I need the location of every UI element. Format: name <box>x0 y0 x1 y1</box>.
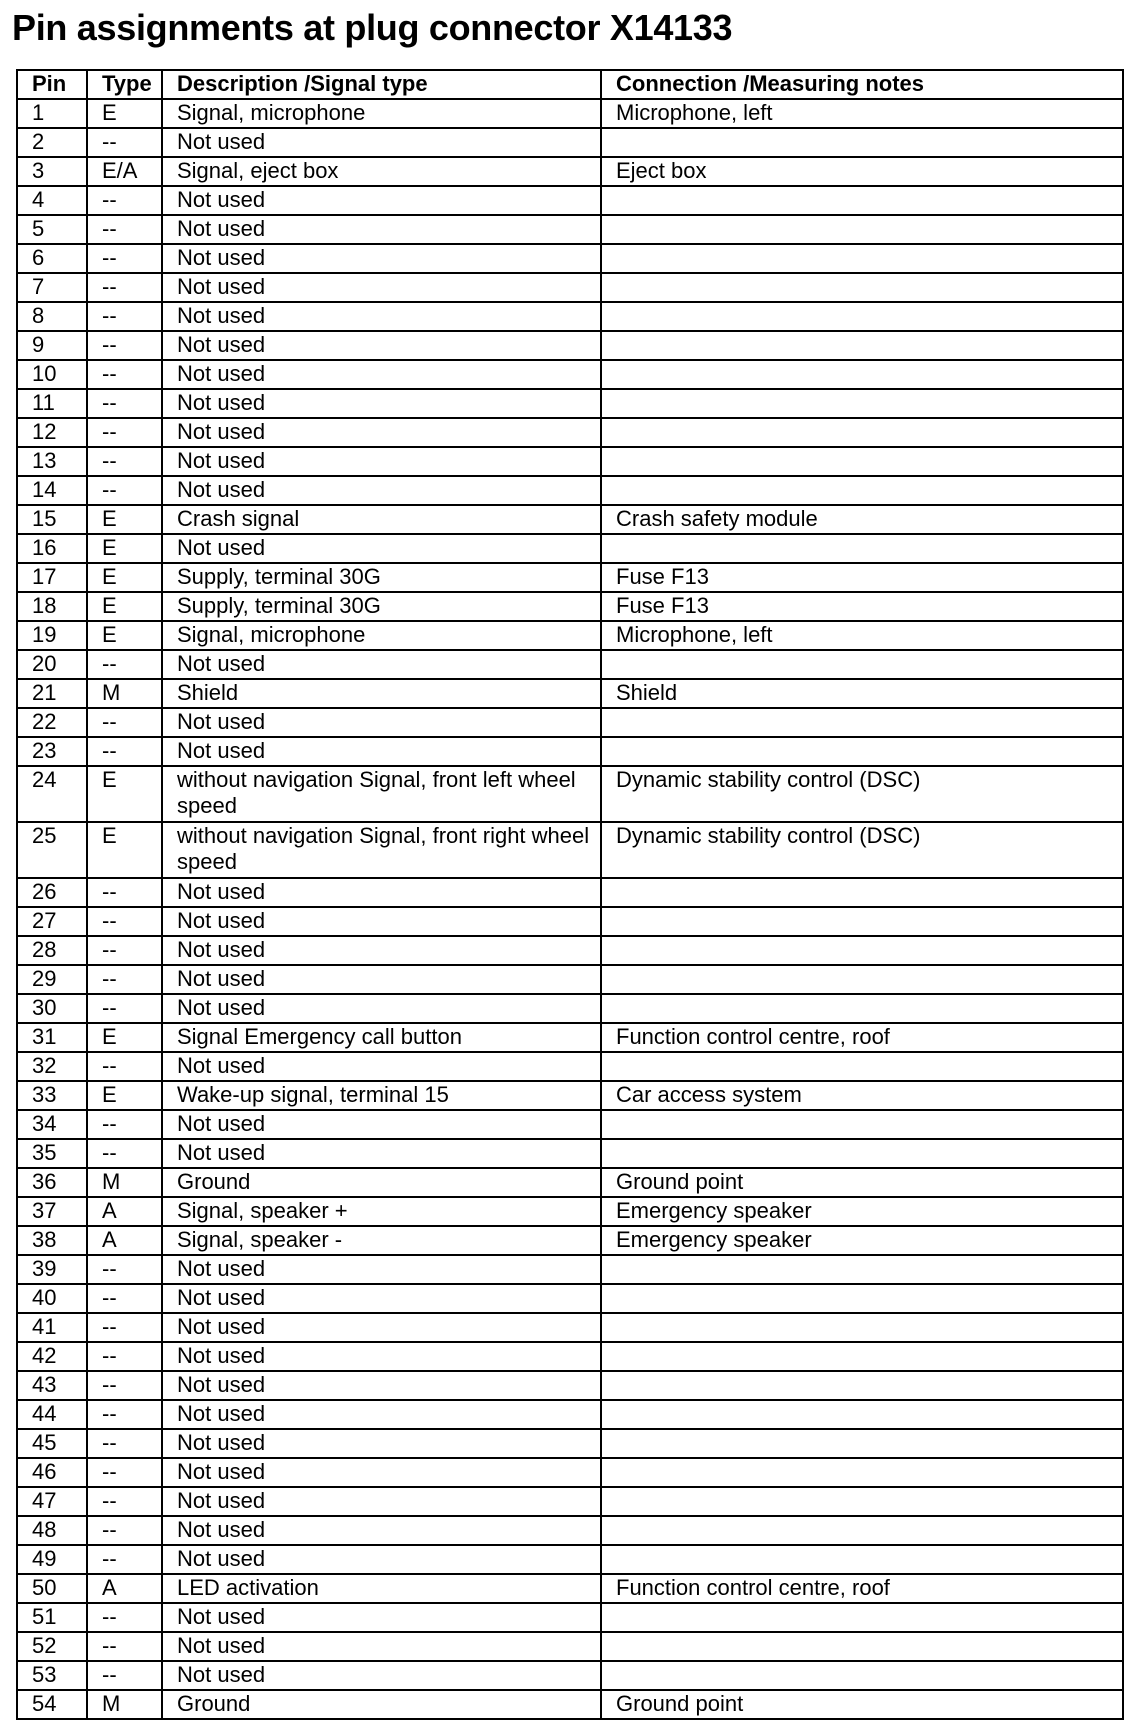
cell-type: -- <box>87 907 162 936</box>
cell-pin: 16 <box>17 534 87 563</box>
cell-connection <box>601 907 1123 936</box>
cell-connection: Emergency speaker <box>601 1197 1123 1226</box>
cell-connection <box>601 737 1123 766</box>
cell-type: A <box>87 1197 162 1226</box>
cell-type: -- <box>87 1487 162 1516</box>
cell-description: Not used <box>162 1400 601 1429</box>
cell-pin: 1 <box>17 99 87 128</box>
table-row <box>17 737 1123 766</box>
cell-description: Not used <box>162 389 601 418</box>
cell-connection: Function control centre, roof <box>601 1023 1123 1052</box>
header-pin: Pin <box>17 70 87 99</box>
cell-pin: 34 <box>17 1110 87 1139</box>
table-row <box>17 1429 1123 1458</box>
cell-description: Not used <box>162 1313 601 1342</box>
header-description: Description /Signal type <box>162 70 601 99</box>
table-row <box>17 186 1123 215</box>
table-row <box>17 331 1123 360</box>
cell-description: Not used <box>162 1487 601 1516</box>
table-row <box>17 1110 1123 1139</box>
cell-connection <box>601 273 1123 302</box>
cell-pin: 42 <box>17 1342 87 1371</box>
cell-description: Not used <box>162 1052 601 1081</box>
cell-description: Not used <box>162 1255 601 1284</box>
cell-description: Not used <box>162 737 601 766</box>
cell-description: without navigation Signal, front right wheel speed <box>162 822 601 878</box>
table-row <box>17 592 1123 621</box>
cell-pin: 30 <box>17 994 87 1023</box>
cell-type: -- <box>87 1545 162 1574</box>
cell-connection <box>601 389 1123 418</box>
cell-description: Signal, microphone <box>162 621 601 650</box>
table-row <box>17 936 1123 965</box>
cell-pin: 54 <box>17 1690 87 1719</box>
table-row <box>17 650 1123 679</box>
table-row <box>17 273 1123 302</box>
cell-description: Not used <box>162 1603 601 1632</box>
cell-connection <box>601 708 1123 737</box>
table-row <box>17 679 1123 708</box>
cell-type: -- <box>87 389 162 418</box>
cell-pin: 8 <box>17 302 87 331</box>
table-row <box>17 994 1123 1023</box>
header-type: Type <box>87 70 162 99</box>
cell-type: -- <box>87 418 162 447</box>
table-row <box>17 621 1123 650</box>
cell-type: E <box>87 766 162 822</box>
cell-connection <box>601 1429 1123 1458</box>
cell-description: Not used <box>162 1545 601 1574</box>
cell-description: Not used <box>162 186 601 215</box>
cell-description: Not used <box>162 331 601 360</box>
cell-pin: 9 <box>17 331 87 360</box>
cell-connection <box>601 244 1123 273</box>
cell-pin: 27 <box>17 907 87 936</box>
cell-pin: 43 <box>17 1371 87 1400</box>
cell-type: E <box>87 505 162 534</box>
cell-pin: 6 <box>17 244 87 273</box>
cell-type: E <box>87 822 162 878</box>
cell-pin: 28 <box>17 936 87 965</box>
cell-type: -- <box>87 878 162 907</box>
cell-connection: Eject box <box>601 157 1123 186</box>
cell-pin: 3 <box>17 157 87 186</box>
cell-type: -- <box>87 273 162 302</box>
cell-description: Ground <box>162 1168 601 1197</box>
cell-pin: 51 <box>17 1603 87 1632</box>
cell-pin: 38 <box>17 1226 87 1255</box>
cell-connection <box>601 1487 1123 1516</box>
table-row <box>17 1690 1123 1719</box>
cell-connection <box>601 1661 1123 1690</box>
cell-connection: Emergency speaker <box>601 1226 1123 1255</box>
cell-connection <box>601 1632 1123 1661</box>
cell-description: Shield <box>162 679 601 708</box>
cell-pin: 26 <box>17 878 87 907</box>
table-row <box>17 476 1123 505</box>
cell-description: Not used <box>162 1632 601 1661</box>
table-row <box>17 1255 1123 1284</box>
cell-description: Signal Emergency call button <box>162 1023 601 1052</box>
cell-type: M <box>87 1690 162 1719</box>
cell-pin: 21 <box>17 679 87 708</box>
cell-description: Not used <box>162 708 601 737</box>
table-row <box>17 1342 1123 1371</box>
cell-pin: 36 <box>17 1168 87 1197</box>
cell-connection <box>601 418 1123 447</box>
cell-description: Wake-up signal, terminal 15 <box>162 1081 601 1110</box>
cell-pin: 41 <box>17 1313 87 1342</box>
table-row <box>17 1632 1123 1661</box>
cell-pin: 44 <box>17 1400 87 1429</box>
cell-pin: 4 <box>17 186 87 215</box>
cell-type: -- <box>87 936 162 965</box>
cell-connection: Function control centre, roof <box>601 1574 1123 1603</box>
cell-description: Not used <box>162 1110 601 1139</box>
cell-type: -- <box>87 1429 162 1458</box>
cell-connection: Microphone, left <box>601 99 1123 128</box>
cell-description: Not used <box>162 1139 601 1168</box>
cell-pin: 49 <box>17 1545 87 1574</box>
cell-pin: 18 <box>17 592 87 621</box>
table-header <box>17 70 1123 99</box>
cell-type: E <box>87 99 162 128</box>
cell-connection <box>601 360 1123 389</box>
cell-connection <box>601 302 1123 331</box>
table-row <box>17 447 1123 476</box>
cell-pin: 2 <box>17 128 87 157</box>
pin-assignment-table <box>16 69 1124 1720</box>
cell-description: Supply, terminal 30G <box>162 592 601 621</box>
cell-type: -- <box>87 1110 162 1139</box>
cell-connection: Dynamic stability control (DSC) <box>601 822 1123 878</box>
table-row <box>17 157 1123 186</box>
table-row <box>17 1168 1123 1197</box>
cell-description: Not used <box>162 650 601 679</box>
cell-pin: 12 <box>17 418 87 447</box>
cell-connection: Fuse F13 <box>601 563 1123 592</box>
cell-type: -- <box>87 128 162 157</box>
cell-type: -- <box>87 1603 162 1632</box>
cell-connection: Dynamic stability control (DSC) <box>601 766 1123 822</box>
table-row <box>17 1516 1123 1545</box>
cell-connection <box>601 1603 1123 1632</box>
cell-type: E <box>87 1081 162 1110</box>
cell-connection <box>601 1284 1123 1313</box>
cell-type: -- <box>87 215 162 244</box>
cell-type: -- <box>87 1632 162 1661</box>
cell-pin: 39 <box>17 1255 87 1284</box>
cell-connection: Ground point <box>601 1168 1123 1197</box>
cell-description: Not used <box>162 878 601 907</box>
cell-connection <box>601 936 1123 965</box>
cell-type: -- <box>87 1342 162 1371</box>
table-row <box>17 505 1123 534</box>
cell-description: Signal, eject box <box>162 157 601 186</box>
cell-pin: 37 <box>17 1197 87 1226</box>
cell-type: -- <box>87 1284 162 1313</box>
cell-pin: 29 <box>17 965 87 994</box>
cell-connection <box>601 534 1123 563</box>
cell-pin: 7 <box>17 273 87 302</box>
cell-type: E/A <box>87 157 162 186</box>
cell-description: Not used <box>162 1371 601 1400</box>
cell-type: -- <box>87 1313 162 1342</box>
table-row <box>17 1603 1123 1632</box>
cell-type: -- <box>87 1400 162 1429</box>
cell-description: Signal, microphone <box>162 99 601 128</box>
cell-type: -- <box>87 1255 162 1284</box>
cell-type: -- <box>87 1458 162 1487</box>
cell-pin: 35 <box>17 1139 87 1168</box>
cell-type: -- <box>87 331 162 360</box>
cell-description: Not used <box>162 360 601 389</box>
cell-type: -- <box>87 1371 162 1400</box>
cell-pin: 53 <box>17 1661 87 1690</box>
table-row <box>17 1139 1123 1168</box>
table-row <box>17 1487 1123 1516</box>
page-title: Pin assignments at plug connector X14133 <box>12 7 733 48</box>
cell-pin: 19 <box>17 621 87 650</box>
cell-description: Not used <box>162 907 601 936</box>
cell-description: Not used <box>162 1516 601 1545</box>
cell-description: without navigation Signal, front left wheel speed <box>162 766 601 822</box>
table-row <box>17 302 1123 331</box>
cell-description: LED activation <box>162 1574 601 1603</box>
table-row <box>17 389 1123 418</box>
cell-pin: 5 <box>17 215 87 244</box>
table-row <box>17 128 1123 157</box>
cell-description: Not used <box>162 534 601 563</box>
cell-type: -- <box>87 186 162 215</box>
cell-pin: 24 <box>17 766 87 822</box>
table-row <box>17 822 1123 878</box>
table-row <box>17 1400 1123 1429</box>
cell-pin: 32 <box>17 1052 87 1081</box>
table-row <box>17 1545 1123 1574</box>
cell-type: E <box>87 534 162 563</box>
cell-connection <box>601 215 1123 244</box>
table-row <box>17 563 1123 592</box>
cell-connection <box>601 994 1123 1023</box>
cell-description: Not used <box>162 1661 601 1690</box>
cell-type: -- <box>87 737 162 766</box>
table-row <box>17 907 1123 936</box>
cell-pin: 31 <box>17 1023 87 1052</box>
cell-connection: Fuse F13 <box>601 592 1123 621</box>
cell-description: Not used <box>162 1429 601 1458</box>
cell-pin: 13 <box>17 447 87 476</box>
cell-connection: Ground point <box>601 1690 1123 1719</box>
cell-pin: 23 <box>17 737 87 766</box>
cell-pin: 20 <box>17 650 87 679</box>
cell-pin: 46 <box>17 1458 87 1487</box>
cell-connection <box>601 1400 1123 1429</box>
cell-type: -- <box>87 244 162 273</box>
cell-description: Not used <box>162 994 601 1023</box>
table-body <box>17 99 1123 1719</box>
cell-type: -- <box>87 994 162 1023</box>
cell-type: M <box>87 679 162 708</box>
cell-type: E <box>87 563 162 592</box>
cell-type: E <box>87 621 162 650</box>
header-connection: Connection /Measuring notes <box>601 70 1123 99</box>
cell-type: -- <box>87 650 162 679</box>
cell-pin: 40 <box>17 1284 87 1313</box>
cell-type: E <box>87 1023 162 1052</box>
cell-connection <box>601 1458 1123 1487</box>
cell-type: -- <box>87 360 162 389</box>
cell-connection <box>601 331 1123 360</box>
table-row <box>17 215 1123 244</box>
cell-connection <box>601 447 1123 476</box>
cell-connection: Shield <box>601 679 1123 708</box>
cell-description: Not used <box>162 1284 601 1313</box>
cell-description: Not used <box>162 476 601 505</box>
table-row <box>17 878 1123 907</box>
table-row <box>17 1458 1123 1487</box>
cell-pin: 10 <box>17 360 87 389</box>
cell-description: Signal, speaker + <box>162 1197 601 1226</box>
cell-pin: 48 <box>17 1516 87 1545</box>
table-row <box>17 965 1123 994</box>
table-row <box>17 244 1123 273</box>
cell-description: Not used <box>162 936 601 965</box>
table-row <box>17 708 1123 737</box>
cell-description: Not used <box>162 1342 601 1371</box>
cell-type: E <box>87 592 162 621</box>
cell-description: Not used <box>162 128 601 157</box>
cell-connection <box>601 1139 1123 1168</box>
cell-connection <box>601 1371 1123 1400</box>
cell-type: -- <box>87 1661 162 1690</box>
table-row <box>17 534 1123 563</box>
cell-connection: Microphone, left <box>601 621 1123 650</box>
table-row <box>17 1197 1123 1226</box>
cell-type: A <box>87 1226 162 1255</box>
cell-connection <box>601 878 1123 907</box>
cell-description: Signal, speaker - <box>162 1226 601 1255</box>
cell-connection <box>601 965 1123 994</box>
cell-connection: Car access system <box>601 1081 1123 1110</box>
table-row <box>17 1661 1123 1690</box>
cell-description: Not used <box>162 244 601 273</box>
table-row <box>17 1574 1123 1603</box>
cell-connection <box>601 1052 1123 1081</box>
cell-pin: 47 <box>17 1487 87 1516</box>
cell-pin: 52 <box>17 1632 87 1661</box>
cell-type: A <box>87 1574 162 1603</box>
cell-connection <box>601 1342 1123 1371</box>
table-row <box>17 1313 1123 1342</box>
cell-description: Supply, terminal 30G <box>162 563 601 592</box>
table-row <box>17 1023 1123 1052</box>
table-row <box>17 1052 1123 1081</box>
cell-type: -- <box>87 302 162 331</box>
table-row <box>17 1371 1123 1400</box>
cell-type: -- <box>87 1052 162 1081</box>
cell-pin: 17 <box>17 563 87 592</box>
cell-pin: 15 <box>17 505 87 534</box>
cell-type: -- <box>87 447 162 476</box>
cell-type: -- <box>87 1516 162 1545</box>
cell-connection <box>601 1545 1123 1574</box>
cell-description: Not used <box>162 965 601 994</box>
cell-connection <box>601 1313 1123 1342</box>
cell-pin: 22 <box>17 708 87 737</box>
cell-connection: Crash safety module <box>601 505 1123 534</box>
cell-description: Not used <box>162 418 601 447</box>
cell-pin: 33 <box>17 1081 87 1110</box>
table-row <box>17 418 1123 447</box>
table-row <box>17 766 1123 822</box>
table-row <box>17 1226 1123 1255</box>
cell-connection <box>601 650 1123 679</box>
cell-pin: 14 <box>17 476 87 505</box>
cell-description: Not used <box>162 215 601 244</box>
cell-type: -- <box>87 1139 162 1168</box>
cell-type: -- <box>87 476 162 505</box>
cell-description: Crash signal <box>162 505 601 534</box>
table-row <box>17 99 1123 128</box>
cell-connection <box>601 1516 1123 1545</box>
table-row <box>17 1081 1123 1110</box>
cell-connection <box>601 1110 1123 1139</box>
cell-connection <box>601 476 1123 505</box>
cell-type: -- <box>87 965 162 994</box>
cell-connection <box>601 186 1123 215</box>
header-row <box>17 70 1123 99</box>
cell-pin: 45 <box>17 1429 87 1458</box>
cell-description: Ground <box>162 1690 601 1719</box>
cell-description: Not used <box>162 1458 601 1487</box>
cell-pin: 50 <box>17 1574 87 1603</box>
cell-description: Not used <box>162 302 601 331</box>
cell-type: M <box>87 1168 162 1197</box>
cell-pin: 11 <box>17 389 87 418</box>
cell-description: Not used <box>162 447 601 476</box>
cell-pin: 25 <box>17 822 87 878</box>
table-row <box>17 360 1123 389</box>
cell-description: Not used <box>162 273 601 302</box>
cell-connection <box>601 128 1123 157</box>
cell-type: -- <box>87 708 162 737</box>
cell-connection <box>601 1255 1123 1284</box>
table-row <box>17 1284 1123 1313</box>
